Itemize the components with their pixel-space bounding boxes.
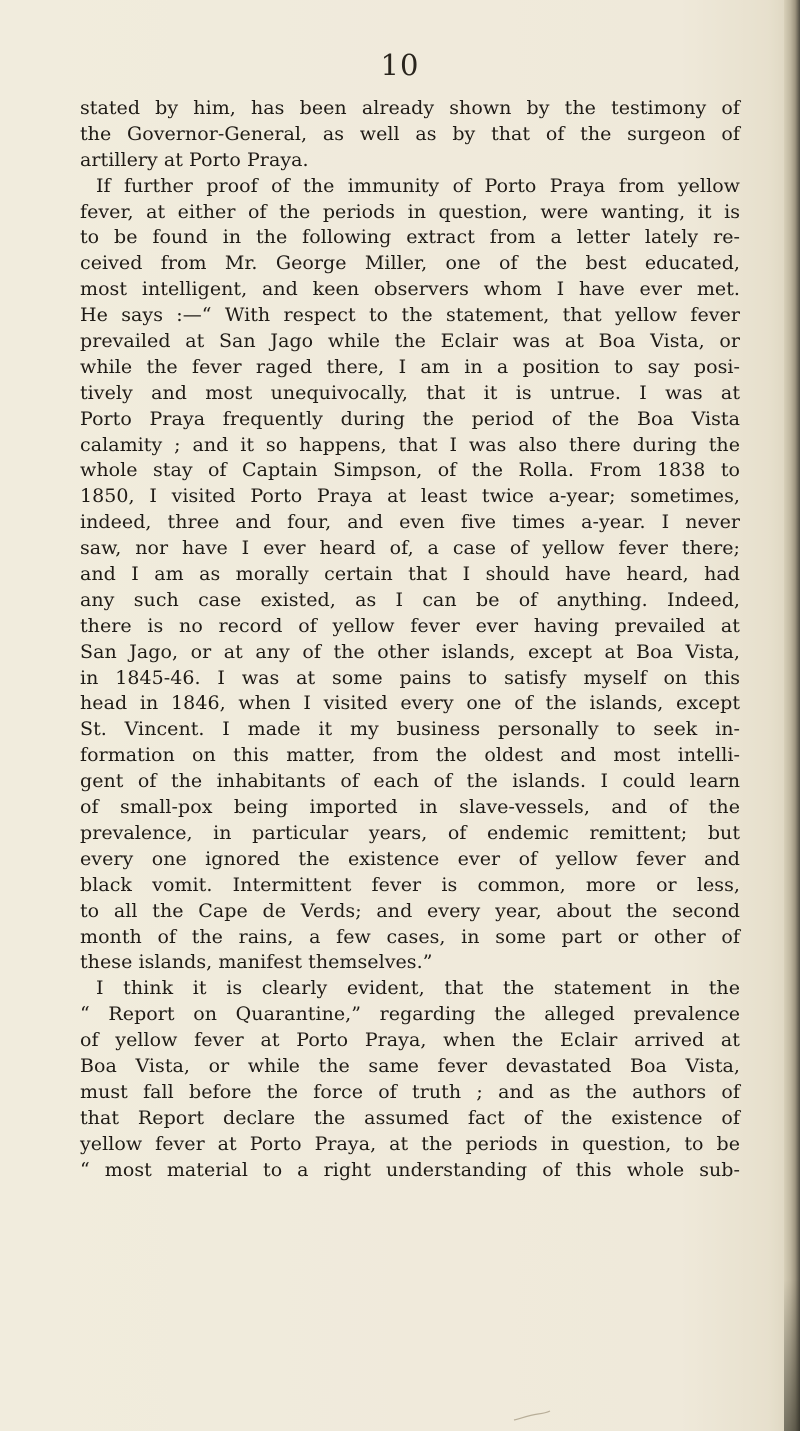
text-line: of small-pox being imported in slave-vessels, and of the	[80, 796, 740, 819]
text-line: fever, at either of the periods in question, were wanting, it is	[80, 200, 740, 223]
text-line: stated by him, has been already shown by the testimony of	[80, 97, 740, 119]
text-line: I think it is clearly evident, that the statement in the	[96, 977, 740, 1000]
text-line: to all the Cape de Verds; and every year, about the second	[80, 899, 740, 922]
text-line: saw, nor have I ever heard of, a case of yellow fever there;	[80, 537, 740, 560]
text-line: yellow fever at Porto Praya, at the periods in question, to be	[80, 1132, 740, 1155]
text-line: there is no record of yellow fever ever having prevailed at	[80, 614, 740, 637]
page-edge	[784, 0, 800, 1431]
text-line: of yellow fever at Porto Praya, when the Eclair arrived at	[80, 1029, 740, 1052]
text-line: He says :—“ With respect to the statement, that yellow fever	[80, 304, 740, 327]
text-line: and I am as morally certain that I should have heard, had	[80, 563, 740, 586]
text-line: formation on this matter, from the oldest and most intelli-	[80, 744, 740, 767]
text-line: artillery at Porto Praya.	[80, 148, 309, 171]
text-line: Porto Praya frequently during the period of the Boa Vista	[80, 407, 740, 430]
text-line: Boa Vista, or while the same fever devastated Boa Vista,	[80, 1054, 740, 1077]
text-line: most intelligent, and keen observers whom I have ever met.	[80, 278, 740, 301]
text-line: gent of the inhabitants of each of the islands. I could learn	[80, 770, 740, 793]
text-line: black vomit. Intermittent fever is common, more or less,	[80, 873, 740, 896]
text-line: that Report declare the assumed fact of the existence of	[80, 1106, 740, 1129]
text-line: while the fever raged there, I am in a position to say posi-	[80, 355, 740, 378]
text-line: “ most material to a right understanding of this whole sub-	[80, 1158, 740, 1181]
text-line: the Governor-General, as well as by that of the surgeon of	[80, 122, 740, 145]
text-line: If further proof of the immunity of Porto Praya from yellow	[96, 174, 740, 197]
text-line: ceived from Mr. George Miller, one of the best educated,	[80, 252, 740, 275]
text-line: St. Vincent. I made it my business personally to seek in-	[80, 718, 740, 741]
text-line: 1850, I visited Porto Praya at least twice a-year; sometimes,	[80, 485, 740, 508]
text-line: “ Report on Quarantine,” regarding the alleged prevalence	[80, 1003, 740, 1026]
text-line: tively and most unequivocally, that it is untrue. I was at	[80, 381, 740, 404]
text-line: in 1845-46. I was at some pains to satisfy myself on this	[80, 666, 740, 689]
text-line: must fall before the force of truth ; and as the authors of	[80, 1080, 740, 1103]
text-line: head in 1846, when I visited every one of the islands, except	[80, 692, 740, 715]
text-line: any such case existed, as I can be of anything. Indeed,	[80, 588, 740, 611]
text-line: to be found in the following extract from a letter lately re-	[80, 226, 740, 249]
text-line: San Jago, or at any of the other islands, except at Boa Vista,	[80, 640, 740, 663]
body-text	[80, 96, 740, 1183]
ink-mark-icon	[512, 1410, 552, 1422]
text-line: prevailed at San Jago while the Eclair was at Boa Vista, or	[80, 330, 740, 353]
text-line: every one ignored the existence ever of yellow fever and	[80, 847, 740, 870]
text-line: calamity ; and it so happens, that I was also there during the	[80, 433, 740, 456]
text-line: indeed, three and four, and even five times a-year. I never	[80, 511, 740, 534]
text-line: prevalence, in particular years, of endemic remittent; but	[80, 821, 740, 844]
page-number: 10	[380, 48, 420, 82]
text-line: these islands, manifest themselves.”	[80, 951, 433, 974]
text-line: month of the rains, a few cases, in some part or other of	[80, 925, 740, 948]
page-edge-shadow	[784, 1280, 800, 1431]
text-line: whole stay of Captain Simpson, of the Rolla. From 1838 to	[80, 459, 740, 482]
